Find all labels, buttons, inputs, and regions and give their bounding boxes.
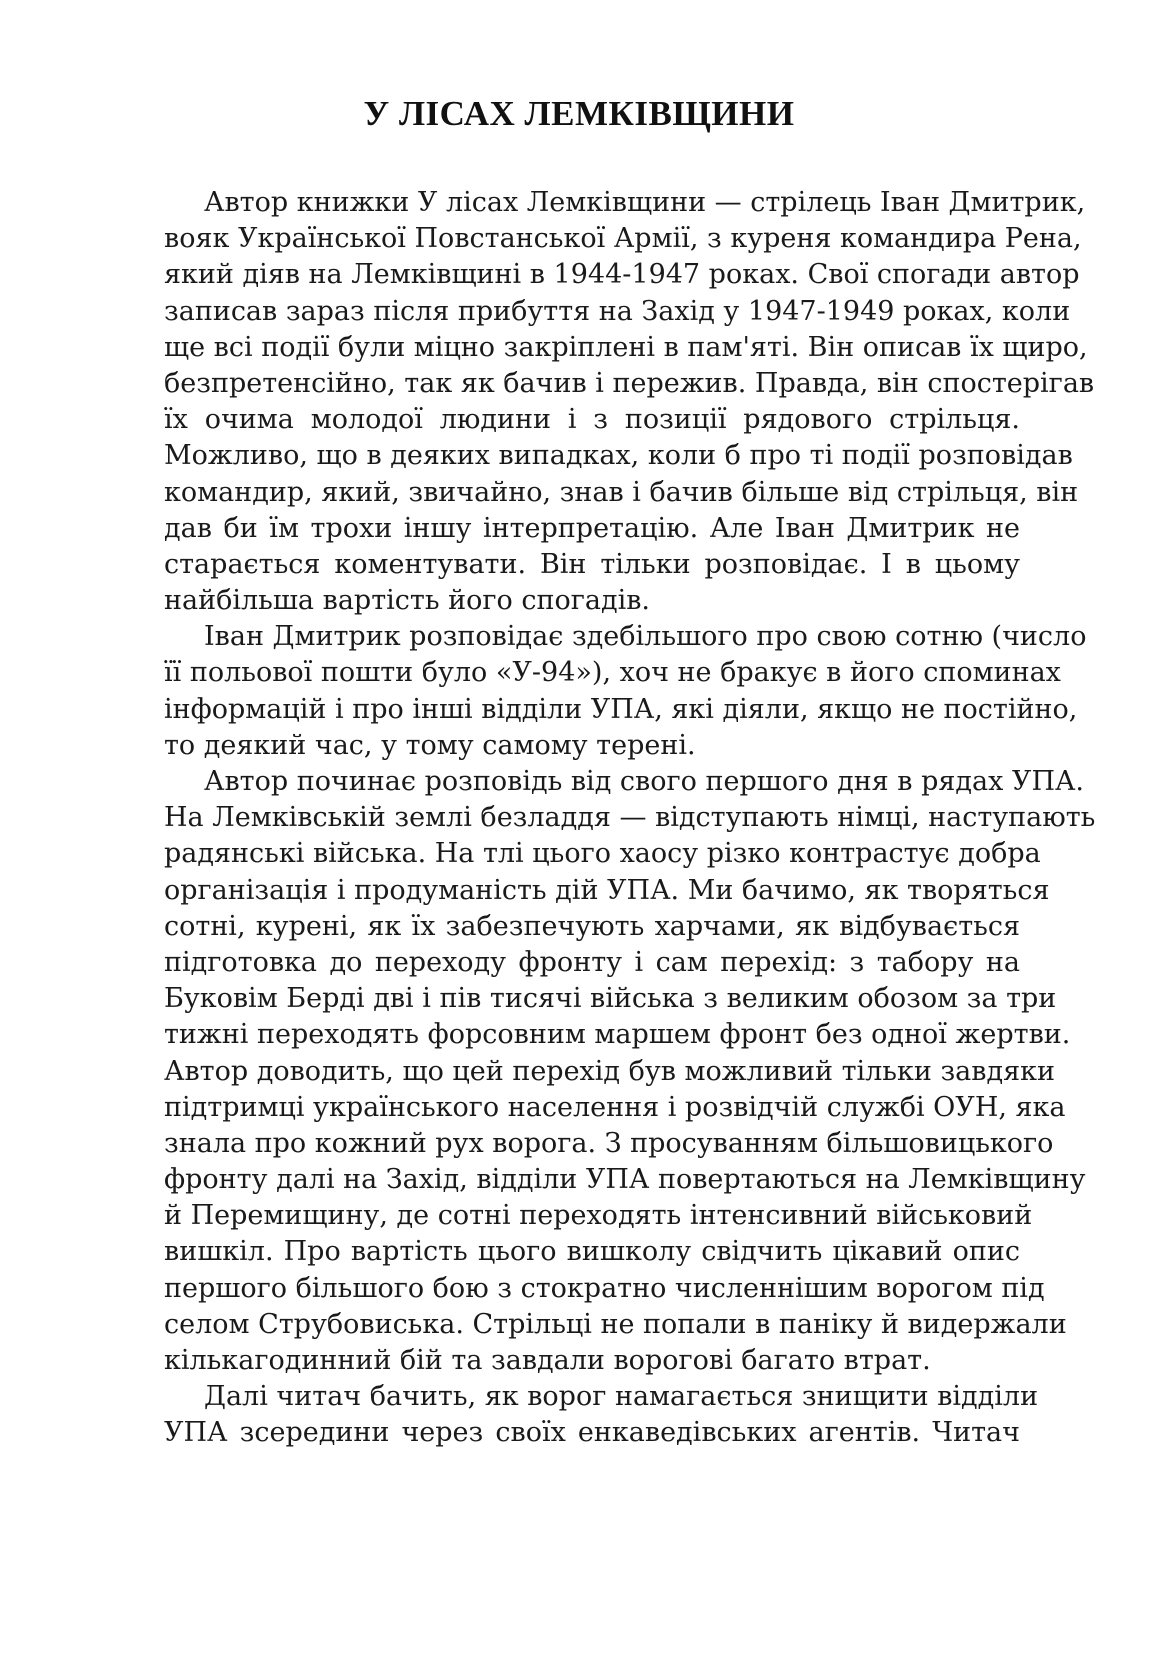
text-line: їх очима молодої людини і з позиції рядового стрільця. <box>164 404 1020 436</box>
text-line: безпретенсійно, так як бачив і пережив. Правда, він спостерігав <box>164 367 1095 399</box>
paragraph <box>124 619 1087 764</box>
text-line: й Перемищину, де сотні переходять інтенсивний військовий <box>164 1200 1033 1232</box>
text-line: фронту далі на Захід, відділи УПА повертаються на Лемківщину <box>164 1164 1086 1196</box>
text-line: На Лемківській землі безладдя — відступають німці, наступають <box>164 802 1096 834</box>
text-line: селом Струбовиська. Стрільці не попали в паніку й видержали <box>164 1308 1067 1340</box>
text-line: старається коментувати. Він тільки розповідає. І в цьому <box>164 548 1020 580</box>
text-line: найбільша вартість його спогадів. <box>164 585 650 617</box>
paragraph <box>124 185 1095 619</box>
text-line: який діяв на Лемківщині в 1944-1947 роках. Свої спогади автор <box>164 259 1080 291</box>
text-line: Автор доводить, що цей перехід був можливий тільки завдяки <box>164 1055 1055 1087</box>
text-line: Іван Дмитрик розповідає здебільшого про свою сотню (число <box>204 621 1087 653</box>
text-line: першого більшого бою з стократно численнішим ворогом під <box>164 1272 1045 1304</box>
text-line: її польової пошти було «У-94»), хоч не бракує в його споминах <box>164 657 1061 689</box>
text-line: то деякий час, у тому самому терені. <box>164 729 696 761</box>
text-line: командир, який, звичайно, знав і бачив більше від стрільця, він <box>164 476 1079 508</box>
text-line: Автор починає розповідь від свого першого дня в рядах УПА. <box>204 766 1085 797</box>
text-line: організація і продуманість дій УПА. Ми бачимо, як творяться <box>164 874 1050 906</box>
text-line: підтримці українського населення і розвідчій службі ОУН, яка <box>164 1091 1066 1123</box>
text-line: вишкіл. Про вартість цього вишколу свідчить цікавий опис <box>164 1236 1020 1268</box>
text-line: підготовка до переходу фронту і сам перехід: з табору на <box>164 946 1020 978</box>
text-line: Можливо, що в деяких випадках, коли б про ті події розповідав <box>164 440 1073 472</box>
text-line: Буковім Берді дві і пів тисячі війська з великим обозом за три <box>164 983 1057 1015</box>
text-line: знала про кожний рух ворога. З просуванням більшовицького <box>164 1127 1054 1159</box>
paragraph <box>124 764 1096 1379</box>
text-line: дав би їм трохи іншу інтерпретацію. Але Іван Дмитрик не <box>164 512 1020 544</box>
paragraph <box>124 1379 1039 1451</box>
text-line: УПА зсередини через своїх енкаведівських агентів. Читач <box>164 1417 1020 1449</box>
text-line: радянські війська. На тлі цього хаосу різко контрастує добра <box>164 838 1041 870</box>
text-line: Автор книжки У лісах Лемківщини — стрілець Іван Дмитрик, <box>204 187 1086 218</box>
page-title: У ЛІСАХ ЛЕМКІВЩИНИ <box>363 94 795 133</box>
text-line: Далі читач бачить, як ворог намагається знищити відділи <box>204 1381 1039 1413</box>
text-line: тижні переходять форсовним маршем фронт без одної жертви. <box>164 1019 1071 1051</box>
text-line: вояк Української Повстанської Армії, з куреня командира Рена, <box>164 223 1082 255</box>
text-line: ще всі події були міцно закріплені в пам'яті. Він описав їх щиро, <box>164 331 1088 363</box>
text-line: сотні, курені, як їх забезпечують харчами, як відбувається <box>164 910 1020 942</box>
body-text <box>124 185 1096 1452</box>
text-line: записав зараз після прибуття на Захід у 1947-1949 роках, коли <box>164 295 1071 327</box>
text-line: інформацій і про інші відділи УПА, які діяли, якщо не постійно, <box>164 693 1078 725</box>
text-line: кількагодинний бій та завдали ворогові багато втрат. <box>164 1345 931 1376</box>
